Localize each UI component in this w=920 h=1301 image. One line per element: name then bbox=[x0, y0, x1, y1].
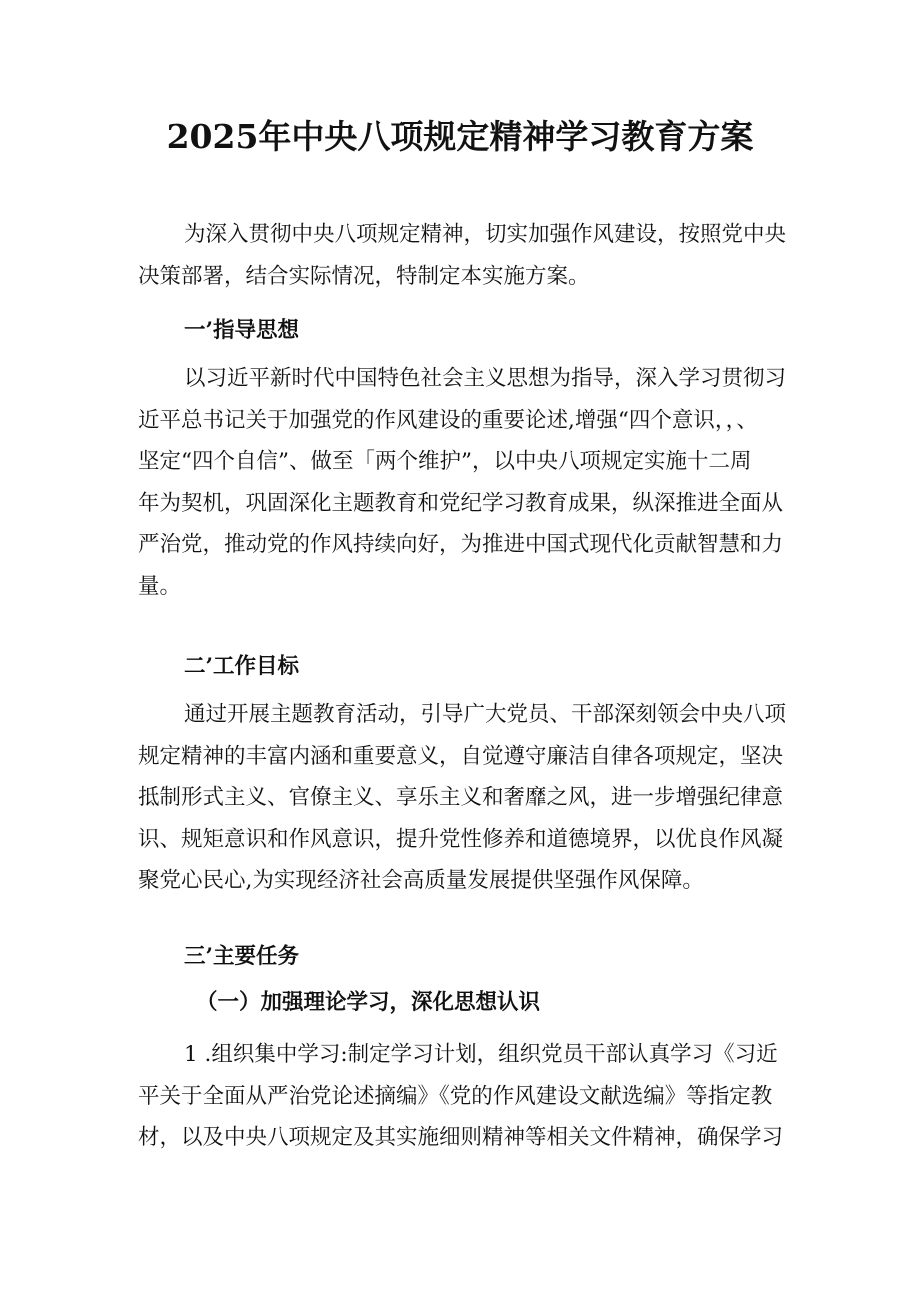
paragraph-line: 年为契机，巩固深化主题教育和党纪学习教育成果，纵深推进全面从 bbox=[138, 490, 784, 516]
paragraph-line: 规定精神的丰富内涵和重要意义，自觉遵守廉洁自律各项规定，坚决 bbox=[138, 743, 784, 769]
paragraph-line: 坚定“四个自信”、做至「两个维护”，以中央八项规定实施十二周 bbox=[138, 449, 752, 475]
section-paragraph-work-goals bbox=[138, 694, 795, 902]
paragraph-line: 1 .组织集中学习:制定学习计划，组织党员干部认真学习《习近 bbox=[184, 1042, 778, 1067]
section-heading-work-goals: 二’工作目标 bbox=[184, 654, 299, 679]
paragraph-line: 材，以及中央八项规定及其实施细则精神等相关文件精神，确保学习 bbox=[138, 1125, 784, 1151]
paragraph-line: 决策部署，结合实际情况，特制定本实施方案。 bbox=[138, 263, 590, 289]
section-paragraph-main-tasks bbox=[138, 1034, 795, 1159]
paragraph-line: 聚党心民心,为实现经济社会高质量发展提供坚强作风保障。 bbox=[138, 868, 704, 894]
paragraph-line: 识、规矩意识和作风意识，提升党性修养和道德境界，以优良作风凝 bbox=[138, 826, 784, 852]
section-heading-guiding-ideology: 一’指导思想 bbox=[184, 318, 299, 343]
paragraph-line: 抵制形式主义、官僚主义、享乐主义和奢靡之风，进一步增强纪律意 bbox=[138, 785, 784, 811]
paragraph-line: 为深入贯彻中央八项规定精神，切实加强作风建设，按照党中央 bbox=[184, 222, 787, 247]
paragraph-line: 严治党，推动党的作风持续向好，为推进中国式现代化贡献智慧和力 bbox=[138, 532, 784, 558]
paragraph-line: 通过开展主题教育活动，引导广大党员、干部深刻领会中央八项 bbox=[184, 702, 787, 727]
document-title: 2025年中央八项规定精神学习教育方案 bbox=[166, 117, 754, 156]
subsection-heading-theory-study: （一）加强理论学习，深化思想认识 bbox=[196, 990, 541, 1015]
section-heading-main-tasks: 三’主要任务 bbox=[184, 944, 299, 969]
paragraph-line: 平关于全面从严治党论述摘编》《党的作风建设文献选编》等指定教 bbox=[138, 1083, 773, 1109]
paragraph-line: 近平总书记关于加强党的作风建设的重要论述,增强“四个意识，，、 bbox=[138, 407, 758, 433]
paragraph-line: 以习近平新时代中国特色社会主义思想为指导，深入学习贯彻习 bbox=[184, 366, 787, 391]
intro-paragraph bbox=[138, 214, 795, 297]
paragraph-line: 量。 bbox=[138, 573, 182, 599]
section-paragraph-guiding-ideology bbox=[138, 358, 795, 608]
